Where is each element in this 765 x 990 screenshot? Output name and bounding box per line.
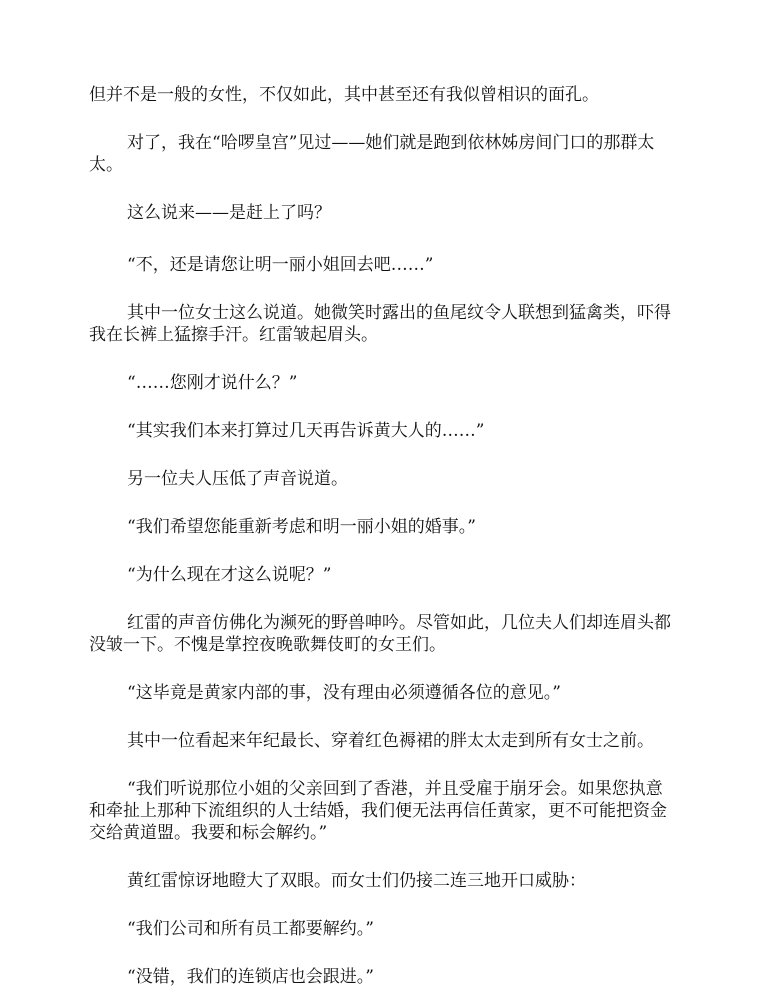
paragraph-12: “这毕竟是黄家内部的事，没有理由必须遵循各位的意见。” <box>127 683 561 703</box>
paragraph-5: 其中一位女士这么说道。她微笑时露出的鱼尾纹令人联想到猛禽类，吓得我在长裤上猛擦手汗。红雷皱起眉头。 <box>89 303 671 345</box>
paragraph-15: 黄红雷惊讶地瞪大了双眼。而女士们仍接二连三地开口威胁： <box>127 871 586 891</box>
paragraph-10: “为什么现在才这么说呢？” <box>127 565 332 585</box>
paragraph-14: “我们听说那位小姐的父亲回到了香港，并且受雇于崩牙会。如果您执意和牵扯上那种下流组织的人士结婚，我们便无法再信任黄家，更不可能把资金交给黄道盟。我要和标会解约。” <box>89 779 667 843</box>
paragraph-8: 另一位夫人压低了声音说道。 <box>127 469 348 489</box>
paragraph-2: 对了，我在“哈啰皇宫”见过——她们就是跑到依林姊房间门口的那群太太。 <box>89 133 655 175</box>
paragraph-9: “我们希望您能重新考虑和明一丽小姐的婚事。” <box>127 517 476 537</box>
paragraph-3: 这么说来——是赶上了吗？ <box>127 203 331 223</box>
body-text <box>89 84 679 988</box>
paragraph-6: “……您刚才说什么？” <box>127 373 298 393</box>
paragraph-4: “不，还是请您让明一丽小姐回去吧……” <box>127 255 434 275</box>
paragraph-16: “我们公司和所有员工都要解约。” <box>127 919 374 939</box>
paragraph-13: 其中一位看起来年纪最长、穿着红色褥裙的胖太太走到所有女士之前。 <box>127 731 654 751</box>
paragraph-1: 但并不是一般的女性，不仅如此，其中甚至还有我似曾相识的面孔。 <box>89 85 599 105</box>
paragraph-11: 红雷的声音仿佛化为濒死的野兽呻吟。尽管如此，几位夫人们却连眉头都没皱一下。不愧是掌控夜晚歌舞伎町的女王们。 <box>89 613 671 655</box>
paragraph-7: “其实我们本来打算过几天再告诉黄大人的……” <box>127 421 485 441</box>
paragraph-17: “没错，我们的连锁店也会跟进。” <box>127 967 374 987</box>
